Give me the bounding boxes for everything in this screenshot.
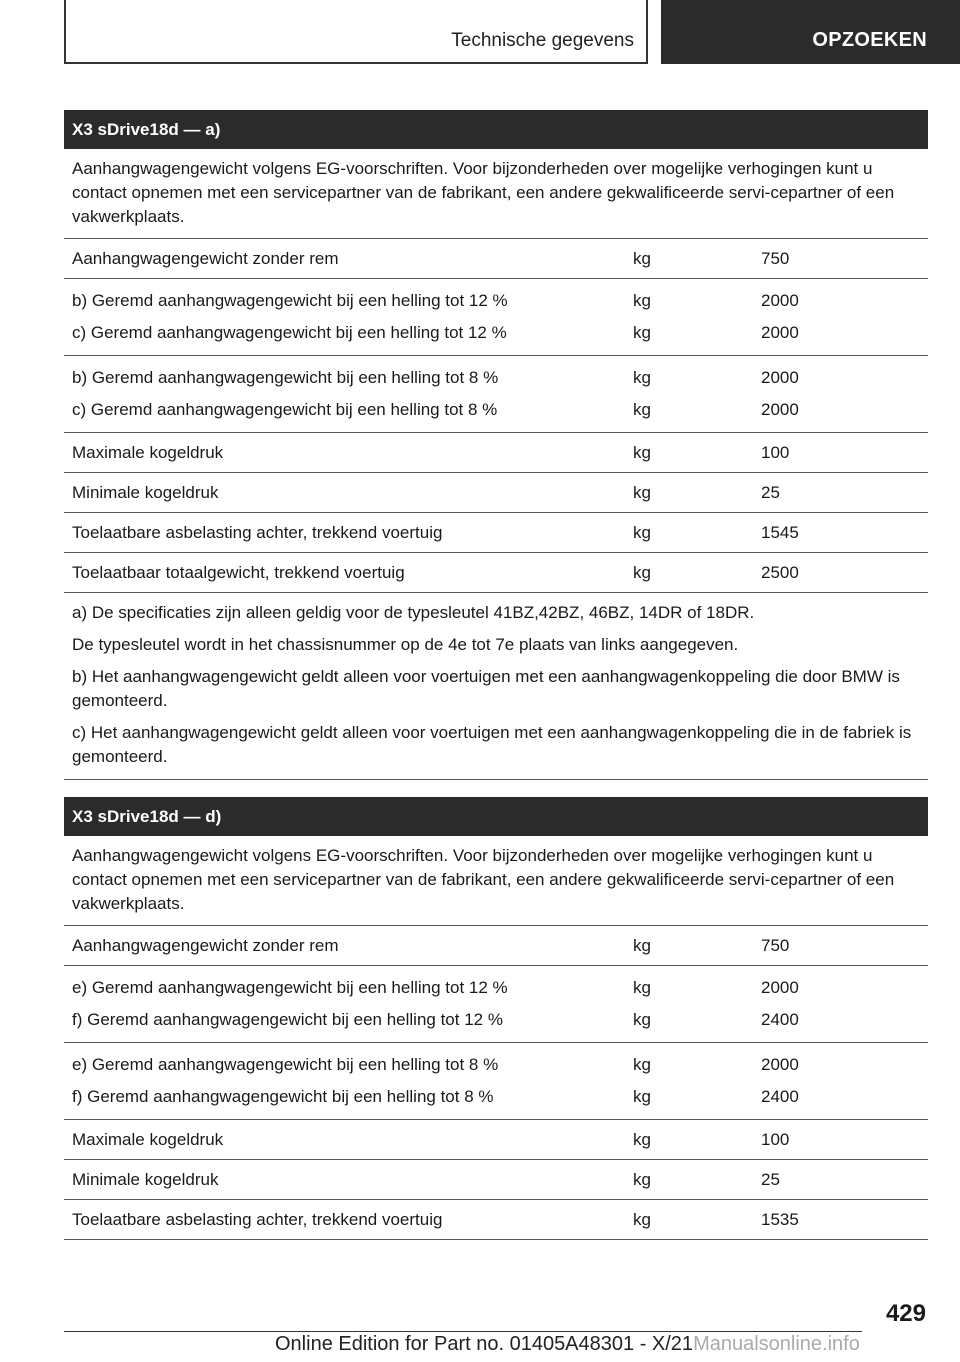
row-value: 100 [761,1130,790,1149]
row-unit: kg [633,249,651,268]
row-value: 2000 [761,323,799,342]
row-description: Toelaatbare asbelasting achter, trekkend voertuig [72,523,443,542]
row-unit: kg [633,323,651,342]
table-row [64,356,928,433]
table-row [64,433,928,473]
row-value: 750 [761,249,790,268]
row-description: c) Geremd aanhangwagengewicht bij een helling tot 8 % [72,400,498,419]
table-row [64,1043,928,1120]
row-value: 25 [761,483,780,502]
row-value: 100 [761,443,790,462]
tab-opzoeken[interactable] [661,0,960,64]
row-unit: kg [633,978,651,997]
spec-table-d [64,797,928,1240]
footnote: c) Het aanhangwagengewicht geldt alleen voor voertuigen met een aanhangwagenkoppeling die in de fabriek is gemonteerd. [72,723,912,766]
row-description: f) Geremd aanhangwagengewicht bij een helling tot 12 % [72,1010,503,1029]
section-title: X3 sDrive18d — a) [64,110,928,149]
row-unit: kg [633,291,651,310]
row-value: 1545 [761,523,799,542]
row-unit: kg [633,400,651,419]
row-unit: kg [633,1170,651,1189]
row-description: b) Geremd aanhangwagengewicht bij een helling tot 8 % [72,368,499,387]
row-unit: kg [633,483,651,502]
row-description: f) Geremd aanhangwagengewicht bij een helling tot 8 % [72,1087,494,1106]
footer-divider [64,1331,862,1332]
row-value: 2400 [761,1087,799,1106]
row-description: e) Geremd aanhangwagengewicht bij een helling tot 8 % [72,1055,499,1074]
row-value: 2500 [761,563,799,582]
row-description: c) Geremd aanhangwagengewicht bij een helling tot 12 % [72,323,507,342]
row-description: b) Geremd aanhangwagengewicht bij een helling tot 12 % [72,291,508,310]
row-value: 2000 [761,291,799,310]
table-row [64,239,928,279]
table-row [64,1160,928,1200]
row-unit: kg [633,563,651,582]
row-value: 2000 [761,1055,799,1074]
row-value: 25 [761,1170,780,1189]
row-unit: kg [633,1055,651,1074]
footnote: a) De specificaties zijn alleen geldig voor de typesleutel 41BZ,42BZ, 46BZ, 14DR of 18DR. [72,603,755,622]
row-value: 2000 [761,978,799,997]
row-value: 750 [761,936,790,955]
page-title: Technische gegevens [451,30,634,51]
section-intro: Aanhangwagengewicht volgens EG-voorschriften. Voor bijzonderheden over mogelijke verhogingen kunt u contact opnemen met een servicepartner van de fabrikant, een andere gekwalificeerde servi-cepartner of een vakwerkplaats. [64,836,928,926]
section-intro: Aanhangwagengewicht volgens EG-voorschriften. Voor bijzonderheden over mogelijke verhogingen kunt u contact opnemen met een servicepartner van de fabrikant, een andere gekwalificeerde servi-cepartner of een vakwerkplaats. [64,149,928,239]
row-description: Minimale kogeldruk [72,483,219,502]
table-row [64,553,928,593]
row-description: Maximale kogeldruk [72,443,224,462]
edition-text: Online Edition for Part no. 01405A48301 - X/21 [275,1333,694,1355]
row-description: Aanhangwagengewicht zonder rem [72,249,339,268]
row-value: 2400 [761,1010,799,1029]
footnote: De typesleutel wordt in het chassisnummer op de 4e tot 7e plaats van links aangegeven. [72,635,739,654]
row-value: 2000 [761,400,799,419]
footnote: b) Het aanhangwagengewicht geldt alleen voor voertuigen met een aanhangwagenkoppeling die door BMW is gemonteerd. [72,667,900,710]
table-row [64,1120,928,1160]
table-row [64,926,928,966]
spec-table-a [64,110,928,780]
table-row [64,513,928,553]
section-title: X3 sDrive18d — d) [64,797,928,836]
table-row [64,279,928,356]
row-description: Toelaatbare asbelasting achter, trekkend voertuig [72,1210,443,1229]
table-row [64,1200,928,1240]
row-unit: kg [633,1087,651,1106]
watermark-text: Manualsonline.info [693,1333,860,1355]
row-unit: kg [633,1010,651,1029]
row-unit: kg [633,1210,651,1229]
row-value: 1535 [761,1210,799,1229]
row-description: e) Geremd aanhangwagengewicht bij een helling tot 12 % [72,978,508,997]
table-row [64,966,928,1043]
row-unit: kg [633,368,651,387]
footer-edition [275,1333,860,1356]
row-unit: kg [633,936,651,955]
row-description: Toelaatbaar totaalgewicht, trekkend voertuig [72,563,405,582]
row-description: Aanhangwagengewicht zonder rem [72,936,339,955]
tab-opzoeken-label: OPZOEKEN [812,29,927,51]
row-unit: kg [633,443,651,462]
table-row [64,473,928,513]
row-unit: kg [633,1130,651,1149]
header-title-box [64,0,648,64]
page-number: 429 [885,1300,926,1327]
footnotes [64,593,928,780]
row-unit: kg [633,523,651,542]
row-description: Minimale kogeldruk [72,1170,219,1189]
row-description: Maximale kogeldruk [72,1130,224,1149]
row-value: 2000 [761,368,799,387]
